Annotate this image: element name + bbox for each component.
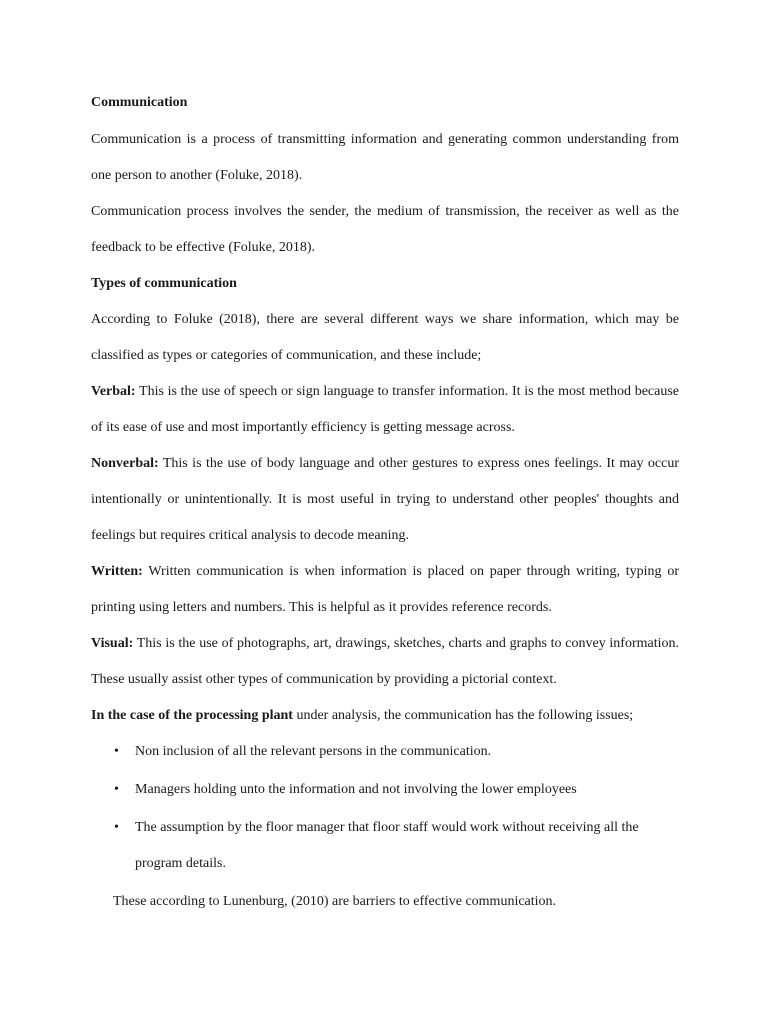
paragraph-closing: These according to Lunenburg, (2010) are barriers to effective communication. — [113, 894, 557, 909]
list-item-text: Non inclusion of all the relevant persons in the communication. — [135, 744, 492, 759]
list-item — [91, 810, 679, 882]
paragraph-case — [91, 698, 679, 734]
list-item — [91, 734, 679, 770]
document-page — [91, 90, 679, 920]
list-item-text: Managers holding unto the information and not involving the lower employees — [135, 782, 577, 797]
heading-types-text: Types of communication — [91, 276, 237, 291]
paragraph-process: Communication process involves the sender, the medium of transmission, the receiver as well as the feedback to be effective (Foluke, 2018). — [91, 204, 679, 255]
list-item — [91, 772, 679, 808]
text-case: under analysis, the communication has the following issues; — [292, 708, 634, 723]
paragraph-written — [91, 554, 679, 626]
label-verbal: Verbal: — [91, 384, 136, 399]
label-written: Written: — [91, 564, 143, 579]
list-item-text: The assumption by the floor manager that floor staff would work without receiving all the program details. — [135, 820, 639, 871]
paragraph-definition: Communication is a process of transmitting information and generating common understanding from one person to another (Foluke, 2018). — [91, 132, 679, 183]
text-nonverbal: This is the use of body language and other gestures to express ones feelings. It may occur intentionally or unintentionally. It is most useful in trying to understand other peoples' thoughts and feelings but requires critical analysis to decode meaning. — [91, 456, 679, 543]
paragraph-verbal — [91, 374, 679, 446]
heading-communication: Communication — [91, 95, 188, 110]
paragraph-visual — [91, 626, 679, 698]
heading-types-of-communication — [91, 266, 679, 302]
paragraph-nonverbal — [91, 446, 679, 554]
text-written: Written communication is when information is placed on paper through writing, typing or printing using letters and numbers. This is helpful as it provides reference records. — [91, 564, 679, 615]
label-visual: Visual: — [91, 636, 134, 651]
text-verbal: This is the use of speech or sign language to transfer information. It is the most method because of its ease of use and most importantly efficiency is getting message across. — [91, 384, 679, 435]
bullet-icon: • — [114, 782, 119, 797]
label-case: In the case of the processing plant — [91, 708, 293, 723]
bullet-icon: • — [114, 820, 119, 835]
label-nonverbal: Nonverbal: — [91, 456, 159, 471]
bullet-icon: • — [114, 744, 119, 759]
issues-list — [91, 734, 679, 882]
text-visual: This is the use of photographs, art, drawings, sketches, charts and graphs to convey information. These usually assist other types of communication by providing a pictorial context. — [91, 636, 679, 687]
paragraph-types-intro: According to Foluke (2018), there are several different ways we share information, which may be classified as types or categories of communication, and these include; — [91, 312, 679, 363]
